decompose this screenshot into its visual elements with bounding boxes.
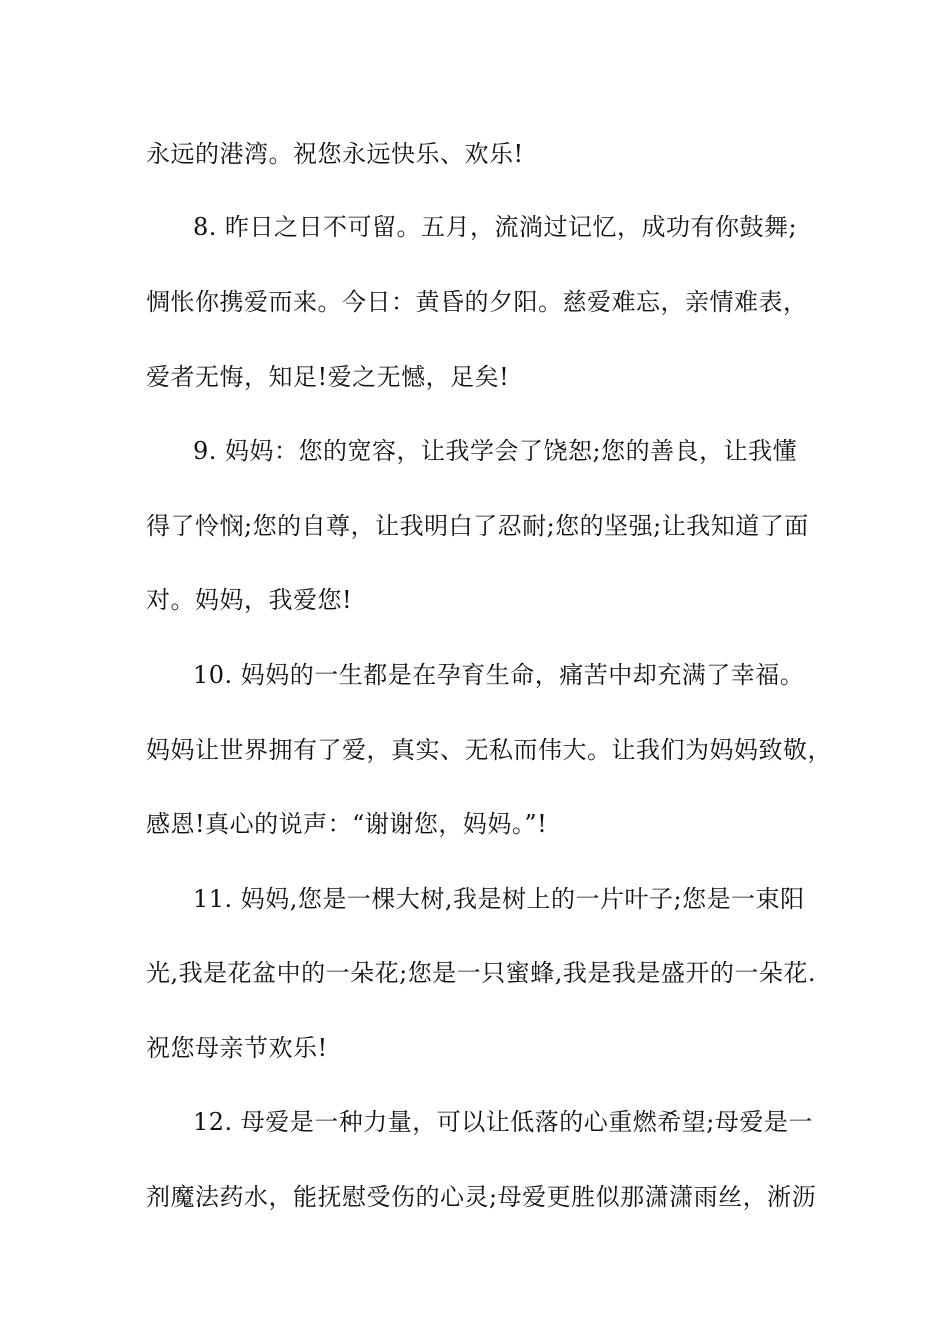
- text-line: 妈妈让世界拥有了爱，真实、无私而伟大。让我们为妈妈致敬，: [146, 736, 832, 764]
- text-line: 惆怅你携爱而来。今日：黄昏的夕阳。慈爱难忘，亲情难表，: [146, 288, 808, 316]
- text-line: 10. 妈妈的一生都是在孕育生命，痛苦中却充满了幸福。: [193, 661, 805, 689]
- text-line: 永远的港湾。祝您永远快乐、欢乐!: [146, 140, 524, 168]
- text-line: 得了怜悯;您的自尊，让我明白了忍耐;您的坚强;让我知道了面: [146, 512, 809, 540]
- text-line: 剂魔法药水，能抚慰受伤的心灵;母爱更胜似那潇潇雨丝，淅沥: [146, 1183, 817, 1211]
- text-line: 9. 妈妈：您的宽容，让我学会了饶恕;您的善良，让我懂: [193, 437, 798, 465]
- text-line: 11. 妈妈,您是一棵大树,我是树上的一片叶子;您是一束阳: [193, 885, 805, 913]
- text-line: 感恩!真心的说声：“谢谢您，妈妈。”!: [146, 810, 548, 838]
- text-line: 祝您母亲节欢乐!: [146, 1034, 328, 1062]
- text-line: 对。妈妈，我爱您!: [146, 586, 353, 614]
- text-line: 爱者无悔，知足!爱之无憾，足矣!: [146, 363, 510, 391]
- text-line: 光,我是花盆中的一朵花;您是一只蜜蜂,我是我是盛开的一朵花.: [146, 959, 816, 987]
- text-line: 12. 母爱是一种力量，可以让低落的心重燃希望;母爱是一: [193, 1108, 813, 1136]
- text-line: 8. 昨日之日不可留。五月，流淌过记忆，成功有你鼓舞;: [193, 213, 798, 241]
